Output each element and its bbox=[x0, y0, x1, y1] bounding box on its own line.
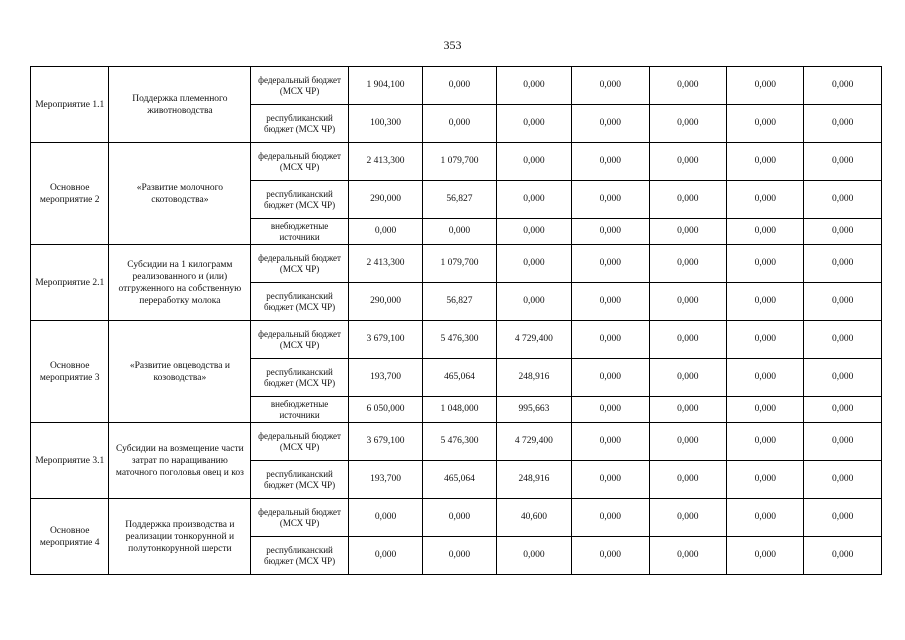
amount-cell: 995,663 bbox=[496, 397, 571, 423]
activity-name-cell: «Развитие молочного скотоводства» bbox=[109, 143, 251, 245]
table-row bbox=[31, 499, 882, 537]
amount-cell: 0,000 bbox=[727, 321, 804, 359]
amount-cell: 0,000 bbox=[727, 245, 804, 283]
amount-cell: 0,000 bbox=[804, 423, 882, 461]
activity-name-cell: «Развитие овцеводства и козоводства» bbox=[109, 321, 251, 423]
amount-cell: 0,000 bbox=[348, 537, 422, 575]
amount-cell: 0,000 bbox=[649, 499, 726, 537]
activity-id-cell: Основное мероприятие 4 bbox=[31, 499, 109, 575]
amount-cell: 0,000 bbox=[348, 219, 422, 245]
amount-cell: 0,000 bbox=[649, 321, 726, 359]
funding-source-cell: федеральный бюджет (МСХ ЧР) bbox=[251, 143, 349, 181]
funding-source-cell: федеральный бюджет (МСХ ЧР) bbox=[251, 499, 349, 537]
activity-name-cell: Субсидии на возмещение части затрат по наращиванию маточного поголовья овец и коз bbox=[109, 423, 251, 499]
amount-cell: 5 476,300 bbox=[423, 321, 496, 359]
amount-cell: 0,000 bbox=[496, 537, 571, 575]
amount-cell: 0,000 bbox=[727, 499, 804, 537]
amount-cell: 0,000 bbox=[572, 423, 649, 461]
amount-cell: 0,000 bbox=[804, 461, 882, 499]
activity-id-cell: Основное мероприятие 2 bbox=[31, 143, 109, 245]
table-row bbox=[31, 143, 882, 181]
amount-cell: 2 413,300 bbox=[348, 143, 422, 181]
funding-source-cell: внебюджетные источники bbox=[251, 219, 349, 245]
amount-cell: 465,064 bbox=[423, 461, 496, 499]
amount-cell: 0,000 bbox=[496, 245, 571, 283]
amount-cell: 290,000 bbox=[348, 283, 422, 321]
amount-cell: 5 476,300 bbox=[423, 423, 496, 461]
amount-cell: 1 079,700 bbox=[423, 245, 496, 283]
amount-cell: 0,000 bbox=[649, 105, 726, 143]
amount-cell: 0,000 bbox=[572, 537, 649, 575]
amount-cell: 0,000 bbox=[572, 461, 649, 499]
amount-cell: 0,000 bbox=[572, 245, 649, 283]
amount-cell: 0,000 bbox=[804, 181, 882, 219]
amount-cell: 0,000 bbox=[572, 283, 649, 321]
funding-source-cell: внебюджетные источники bbox=[251, 397, 349, 423]
amount-cell: 56,827 bbox=[423, 283, 496, 321]
amount-cell: 193,700 bbox=[348, 359, 422, 397]
activity-id-cell: Мероприятие 2.1 bbox=[31, 245, 109, 321]
amount-cell: 0,000 bbox=[804, 499, 882, 537]
amount-cell: 0,000 bbox=[423, 219, 496, 245]
amount-cell: 0,000 bbox=[727, 423, 804, 461]
amount-cell: 0,000 bbox=[727, 105, 804, 143]
table-row bbox=[31, 245, 882, 283]
amount-cell: 0,000 bbox=[496, 181, 571, 219]
table-body bbox=[31, 67, 882, 575]
amount-cell: 0,000 bbox=[572, 359, 649, 397]
amount-cell: 0,000 bbox=[649, 67, 726, 105]
amount-cell: 0,000 bbox=[804, 67, 882, 105]
amount-cell: 0,000 bbox=[727, 359, 804, 397]
amount-cell: 0,000 bbox=[496, 105, 571, 143]
amount-cell: 0,000 bbox=[804, 321, 882, 359]
amount-cell: 0,000 bbox=[649, 245, 726, 283]
amount-cell: 0,000 bbox=[804, 283, 882, 321]
amount-cell: 0,000 bbox=[572, 67, 649, 105]
funding-source-cell: федеральный бюджет (МСХ ЧР) bbox=[251, 67, 349, 105]
amount-cell: 0,000 bbox=[727, 461, 804, 499]
activity-id-cell: Мероприятие 1.1 bbox=[31, 67, 109, 143]
amount-cell: 290,000 bbox=[348, 181, 422, 219]
amount-cell: 465,064 bbox=[423, 359, 496, 397]
amount-cell: 0,000 bbox=[649, 359, 726, 397]
amount-cell: 1 079,700 bbox=[423, 143, 496, 181]
amount-cell: 4 729,400 bbox=[496, 321, 571, 359]
amount-cell: 0,000 bbox=[804, 245, 882, 283]
amount-cell: 0,000 bbox=[804, 359, 882, 397]
table-row bbox=[31, 67, 882, 105]
amount-cell: 0,000 bbox=[496, 219, 571, 245]
funding-source-cell: федеральный бюджет (МСХ ЧР) bbox=[251, 321, 349, 359]
page-number: 353 bbox=[443, 38, 462, 52]
amount-cell: 0,000 bbox=[804, 143, 882, 181]
amount-cell: 0,000 bbox=[804, 219, 882, 245]
amount-cell: 248,916 bbox=[496, 461, 571, 499]
amount-cell: 0,000 bbox=[496, 143, 571, 181]
amount-cell: 0,000 bbox=[649, 181, 726, 219]
amount-cell: 3 679,100 bbox=[348, 321, 422, 359]
amount-cell: 40,600 bbox=[496, 499, 571, 537]
amount-cell: 0,000 bbox=[572, 321, 649, 359]
funding-source-cell: республиканский бюджет (МСХ ЧР) bbox=[251, 359, 349, 397]
amount-cell: 0,000 bbox=[649, 537, 726, 575]
activity-id-cell: Основное мероприятие 3 bbox=[31, 321, 109, 423]
activity-name-cell: Субсидии на 1 килограмм реализованного и (или) отгруженного на собственную переработку молока bbox=[109, 245, 251, 321]
amount-cell: 0,000 bbox=[423, 105, 496, 143]
amount-cell: 1 904,100 bbox=[348, 67, 422, 105]
amount-cell: 0,000 bbox=[572, 143, 649, 181]
funding-source-cell: республиканский бюджет (МСХ ЧР) bbox=[251, 537, 349, 575]
amount-cell: 56,827 bbox=[423, 181, 496, 219]
amount-cell: 193,700 bbox=[348, 461, 422, 499]
amount-cell: 0,000 bbox=[727, 67, 804, 105]
amount-cell: 0,000 bbox=[572, 219, 649, 245]
funding-source-cell: республиканский бюджет (МСХ ЧР) bbox=[251, 105, 349, 143]
amount-cell: 0,000 bbox=[423, 537, 496, 575]
amount-cell: 0,000 bbox=[804, 105, 882, 143]
amount-cell: 0,000 bbox=[423, 499, 496, 537]
amount-cell: 0,000 bbox=[572, 181, 649, 219]
table-row bbox=[31, 321, 882, 359]
amount-cell: 6 050,000 bbox=[348, 397, 422, 423]
amount-cell: 0,000 bbox=[496, 67, 571, 105]
table-row bbox=[31, 423, 882, 461]
amount-cell: 0,000 bbox=[804, 537, 882, 575]
amount-cell: 0,000 bbox=[649, 423, 726, 461]
amount-cell: 0,000 bbox=[348, 499, 422, 537]
amount-cell: 0,000 bbox=[572, 105, 649, 143]
amount-cell: 0,000 bbox=[727, 143, 804, 181]
amount-cell: 0,000 bbox=[727, 397, 804, 423]
amount-cell: 1 048,000 bbox=[423, 397, 496, 423]
funding-source-cell: республиканский бюджет (МСХ ЧР) bbox=[251, 283, 349, 321]
funding-source-cell: республиканский бюджет (МСХ ЧР) bbox=[251, 181, 349, 219]
activity-name-cell: Поддержка племенного животноводства bbox=[109, 67, 251, 143]
amount-cell: 0,000 bbox=[423, 67, 496, 105]
amount-cell: 2 413,300 bbox=[348, 245, 422, 283]
activity-id-cell: Мероприятие 3.1 bbox=[31, 423, 109, 499]
amount-cell: 0,000 bbox=[649, 397, 726, 423]
funding-source-cell: республиканский бюджет (МСХ ЧР) bbox=[251, 461, 349, 499]
amount-cell: 0,000 bbox=[572, 499, 649, 537]
amount-cell: 0,000 bbox=[496, 283, 571, 321]
amount-cell: 0,000 bbox=[649, 461, 726, 499]
amount-cell: 0,000 bbox=[649, 219, 726, 245]
amount-cell: 0,000 bbox=[649, 143, 726, 181]
amount-cell: 0,000 bbox=[649, 283, 726, 321]
amount-cell: 0,000 bbox=[727, 181, 804, 219]
amount-cell: 0,000 bbox=[804, 397, 882, 423]
amount-cell: 3 679,100 bbox=[348, 423, 422, 461]
activity-name-cell: Поддержка производства и реализации тонкорунной и полутонкорунной шерсти bbox=[109, 499, 251, 575]
amount-cell: 0,000 bbox=[572, 397, 649, 423]
funding-source-cell: федеральный бюджет (МСХ ЧР) bbox=[251, 245, 349, 283]
budget-table bbox=[30, 66, 882, 575]
amount-cell: 0,000 bbox=[727, 537, 804, 575]
amount-cell: 248,916 bbox=[496, 359, 571, 397]
amount-cell: 100,300 bbox=[348, 105, 422, 143]
amount-cell: 0,000 bbox=[727, 283, 804, 321]
funding-source-cell: федеральный бюджет (МСХ ЧР) bbox=[251, 423, 349, 461]
amount-cell: 0,000 bbox=[727, 219, 804, 245]
amount-cell: 4 729,400 bbox=[496, 423, 571, 461]
